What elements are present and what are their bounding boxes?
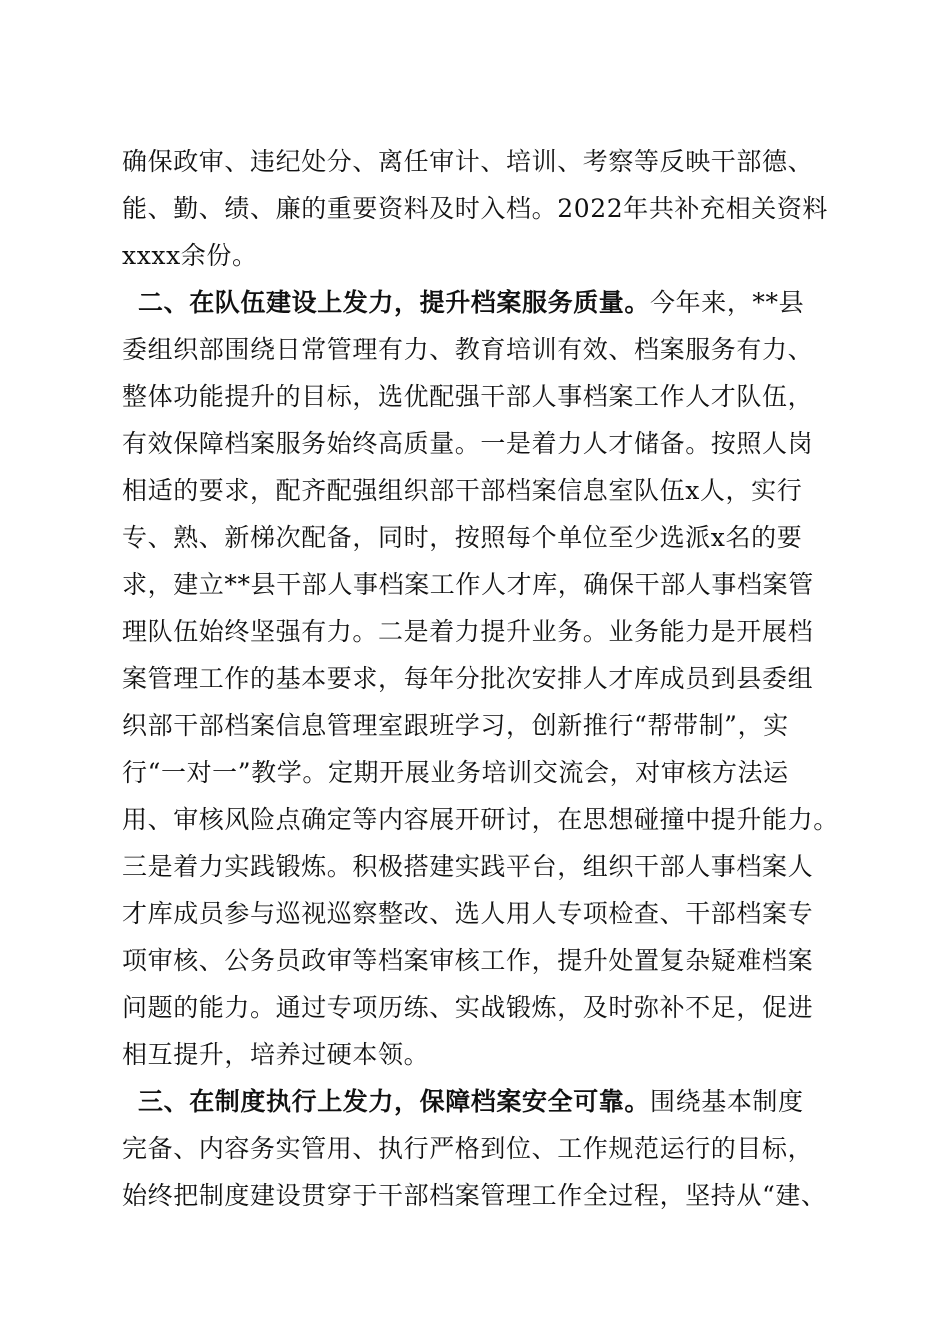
text-line: 问题的能力。通过专项历练、实战锻炼，及时弥补不足，促进 xyxy=(122,993,814,1022)
text-line: 始终把制度建设贯穿于干部档案管理工作全过程，坚持从“建、 xyxy=(122,1181,827,1210)
section-3-text: 围绕基本制度 xyxy=(650,1087,804,1116)
text-line: xxxx余份。 xyxy=(122,241,258,270)
text-line: 三是着力实践锻炼。积极搭建实践平台，组织干部人事档案人 xyxy=(122,852,814,881)
text-line: 有效保障档案服务始终高质量。一是着力人才储备。按照人岗 xyxy=(122,429,814,458)
text-line: 用、审核风险点确定等内容展开研讨，在思想碰撞中提升能力。 xyxy=(122,805,839,834)
text-line: 专、熟、新梯次配备，同时，按照每个单位至少选派x名的要 xyxy=(122,523,803,552)
text-line: 理队伍始终坚强有力。二是着力提升业务。业务能力是开展档 xyxy=(122,617,814,646)
section-2-first-line xyxy=(138,283,858,323)
text-line: 确保政审、违纪处分、离任审计、培训、考察等反映干部德、 xyxy=(122,147,814,176)
text-line: 整体功能提升的目标，选优配强干部人事档案工作人才队伍， xyxy=(122,382,814,411)
text-line: 相适的要求，配齐配强组织部干部档案信息室队伍x人，实行 xyxy=(122,476,803,505)
text-line: 行“一对一”教学。定期开展业务培训交流会，对审核方法运 xyxy=(122,758,789,787)
text-line: 项审核、公务员政审等档案审核工作，提升处置复杂疑难档案 xyxy=(122,946,814,975)
section-2-text: 今年来，**县 xyxy=(650,288,805,317)
section-2-heading: 二、在队伍建设上发力，提升档案服务质量。 xyxy=(138,288,651,317)
text-line: 求，建立**县干部人事档案工作人才库，确保干部人事档案管 xyxy=(122,570,814,599)
text-line: 相互提升，培养过硬本领。 xyxy=(122,1040,430,1069)
text-line: 能、勤、绩、廉的重要资料及时入档。2022年共补充相关资料 xyxy=(122,194,829,223)
text-line: 案管理工作的基本要求，每年分批次安排人才库成员到县委组 xyxy=(122,664,814,693)
text-line: 织部干部档案信息管理室跟班学习，创新推行“帮带制”，实 xyxy=(122,711,789,740)
section-3-heading: 三、在制度执行上发力，保障档案安全可靠。 xyxy=(138,1087,651,1116)
text-line: 才库成员参与巡视巡察整改、选人用人专项检查、干部档案专 xyxy=(122,899,814,928)
text-line: 委组织部围绕日常管理有力、教育培训有效、档案服务有力、 xyxy=(122,335,814,364)
section-3-first-line xyxy=(138,1082,858,1122)
text-line: 完备、内容务实管用、执行严格到位、工作规范运行的目标， xyxy=(122,1134,814,1163)
